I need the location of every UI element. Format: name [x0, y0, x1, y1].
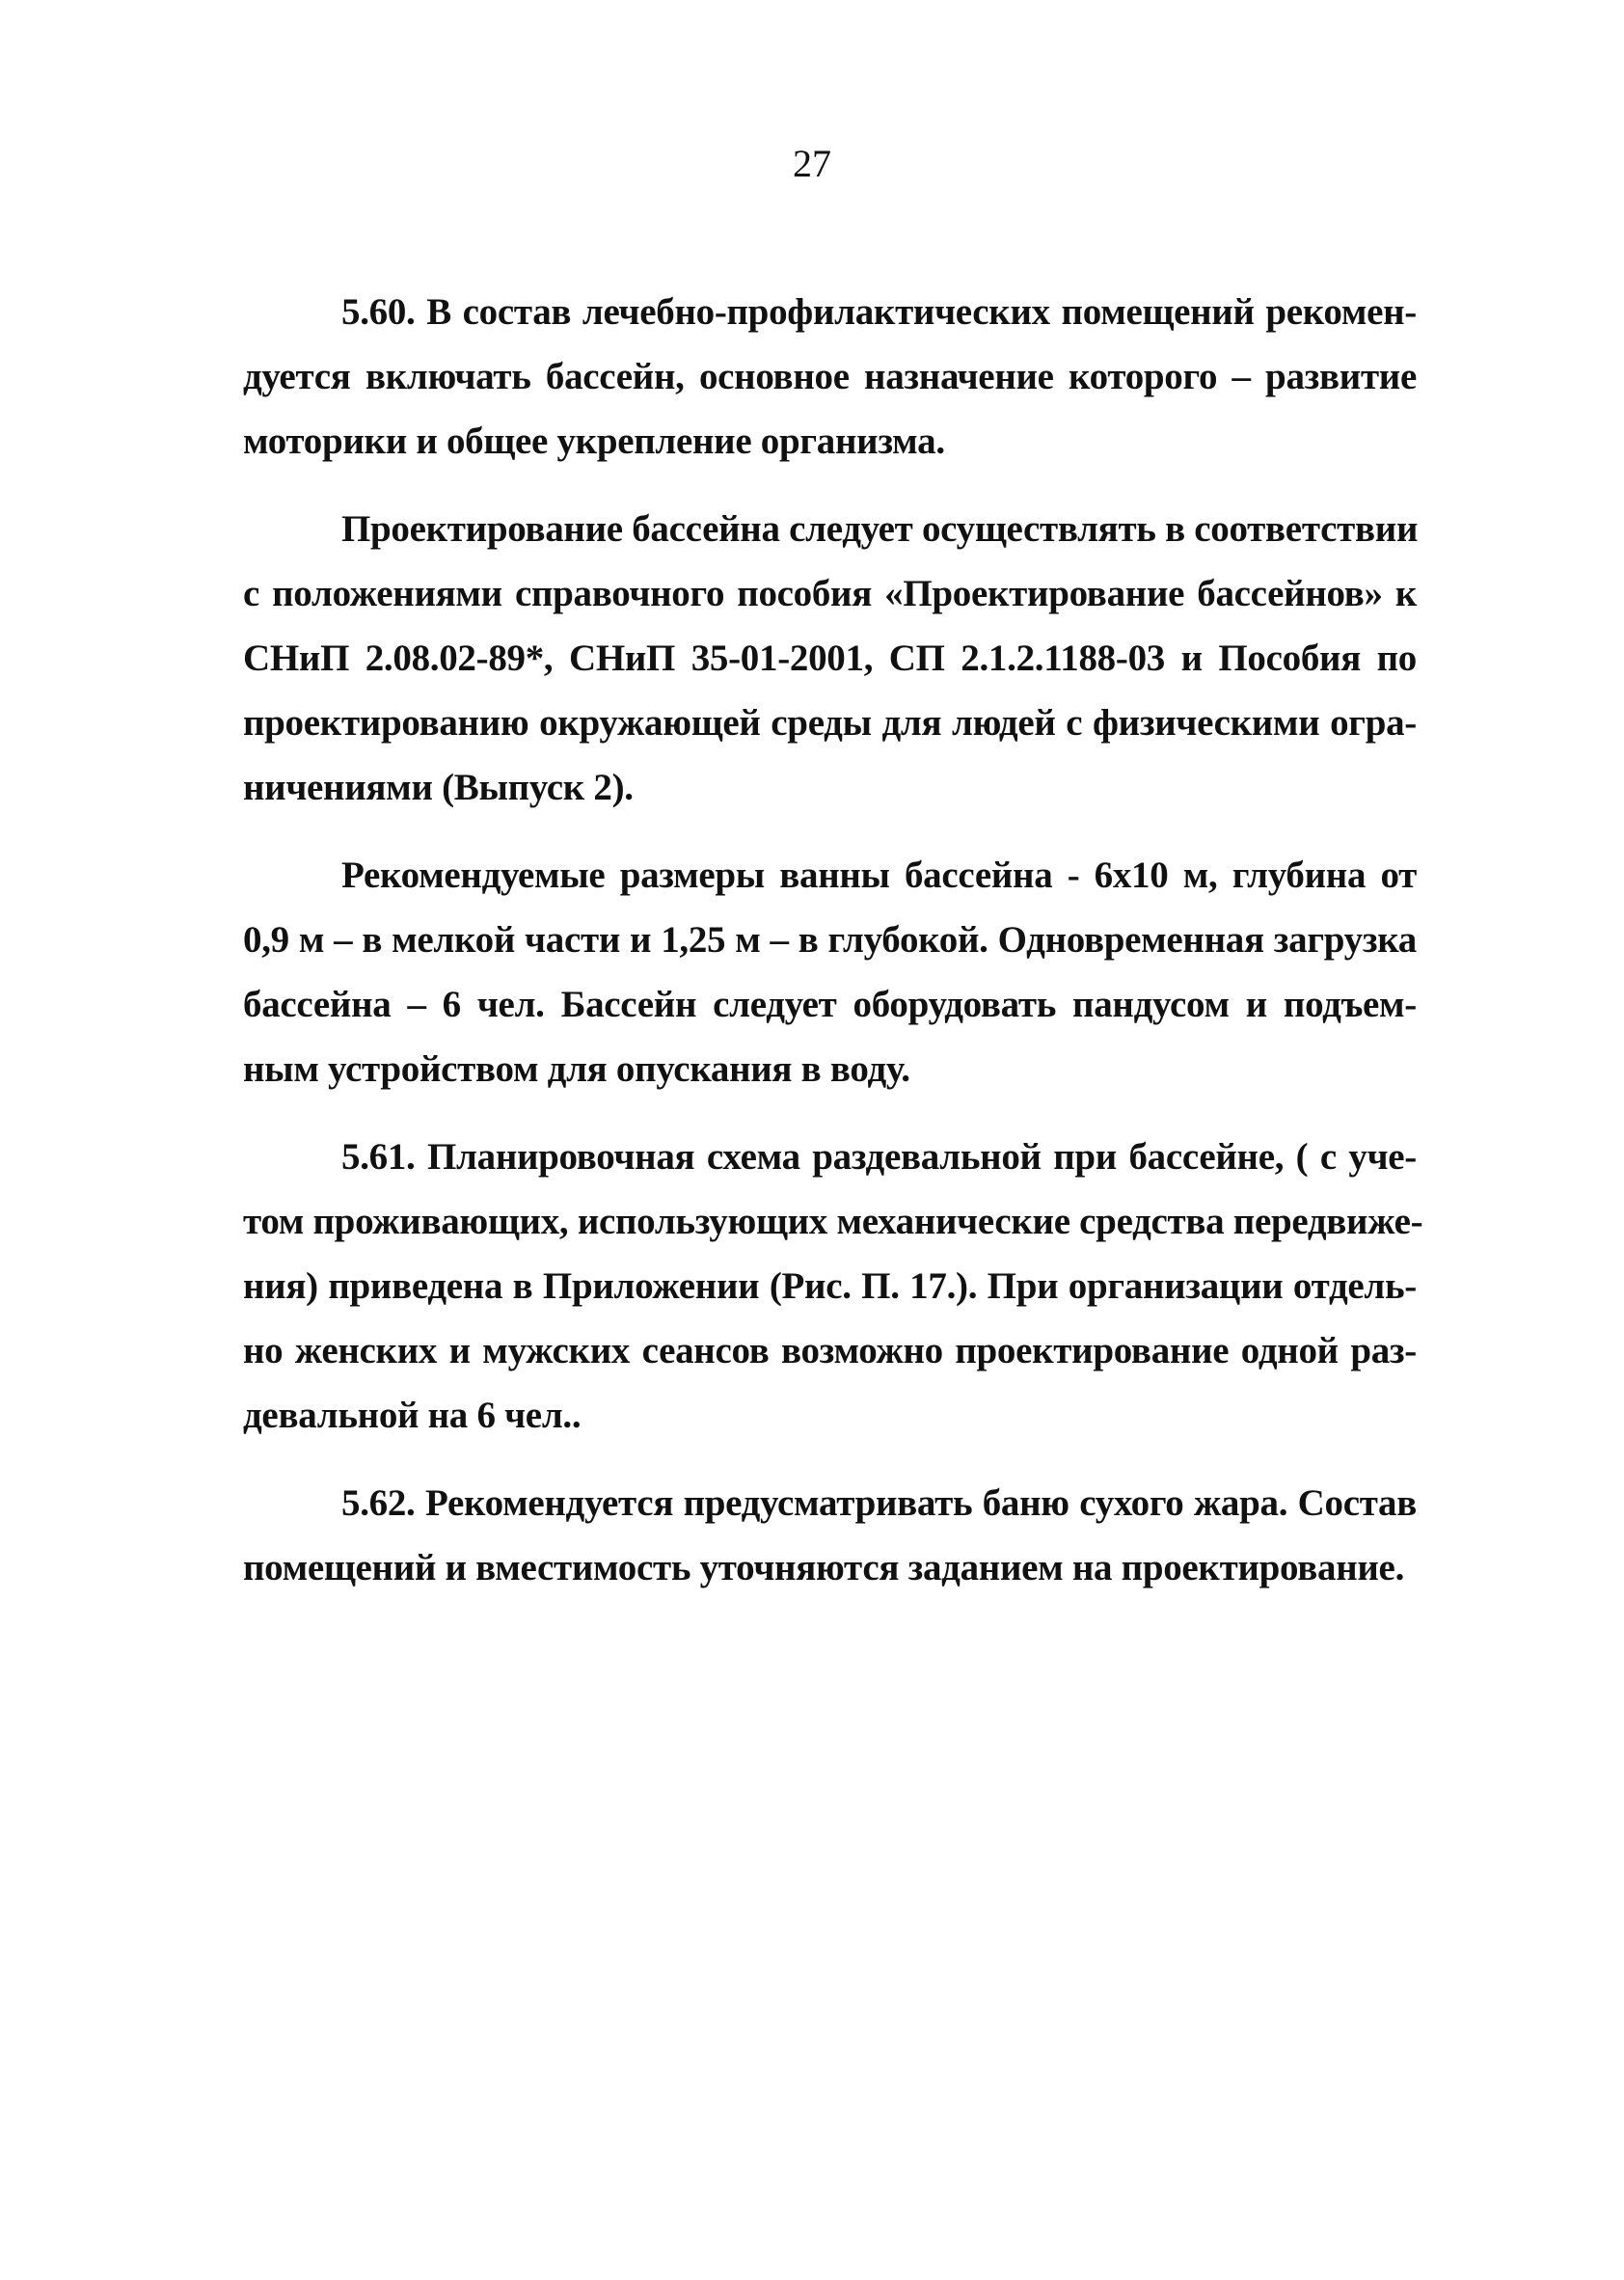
text-line: Проектирование бассейна следует осуществлять в соответствии [341, 508, 1419, 550]
paragraph-gap [243, 1448, 1417, 1471]
text-line: Рекомендуемые размеры ванны бассейна - 6х10 м, глубина от [341, 855, 1417, 896]
text-line: девальной на 6 чел.. [243, 1395, 582, 1436]
paragraph-5-60 [243, 280, 1417, 474]
page-number: 27 [793, 142, 831, 185]
paragraph-gap [243, 1101, 1417, 1125]
paragraph-gap [243, 820, 1417, 843]
paragraph-5-61 [243, 1125, 1423, 1448]
text-line: ным устройством для опускания в воду. [243, 1048, 910, 1090]
document-body [243, 280, 1423, 1600]
text-line: ния) приведена в Приложении (Рис. П. 17.). При организации отдель- [243, 1265, 1417, 1307]
text-line: том проживающих, использующих механические средства передвиже- [243, 1201, 1423, 1242]
text-line: с положениями справочного пособия «Проектирование бассейнов» к [243, 573, 1417, 614]
text-line: проектированию окружающей среды для людей с физическими огра- [243, 702, 1417, 744]
text-line: моторики и общее укрепление организма. [243, 421, 945, 462]
text-line: помещений и вместимость уточняются заданием на проектирование. [243, 1547, 1405, 1588]
paragraph-5-62 [243, 1471, 1417, 1600]
text-line: дуется включать бассейн, основное назначение которого – развитие [243, 356, 1417, 397]
text-line: но женских и мужских сеансов возможно проектирование одной раз- [243, 1330, 1417, 1371]
paragraph-gap [243, 474, 1417, 497]
text-line: бассейна – 6 чел. Бассейн следует оборудовать пандусом и подъем- [243, 984, 1417, 1025]
text-line: 0,9 м – в мелкой части и 1,25 м – в глубокой. Одновременная загрузка [243, 919, 1417, 961]
text-line: ничениями (Выпуск 2). [243, 767, 634, 808]
text-line: СНиП 2.08.02-89*, СНиП 35-01-2001, СП 2.1.2.1188-03 и Пособия по [243, 638, 1417, 679]
text-line: 5.62. Рекомендуется предусматривать баню сухого жара. Состав [341, 1482, 1417, 1524]
text-line: 5.60. В состав лечебно-профилактических помещений рекомен- [341, 291, 1417, 333]
text-line: 5.61. Планировочная схема раздевальной при бассейне, ( с уче- [341, 1136, 1417, 1178]
paragraph-pool-design [243, 497, 1417, 820]
paragraph-pool-dimensions [243, 843, 1417, 1101]
